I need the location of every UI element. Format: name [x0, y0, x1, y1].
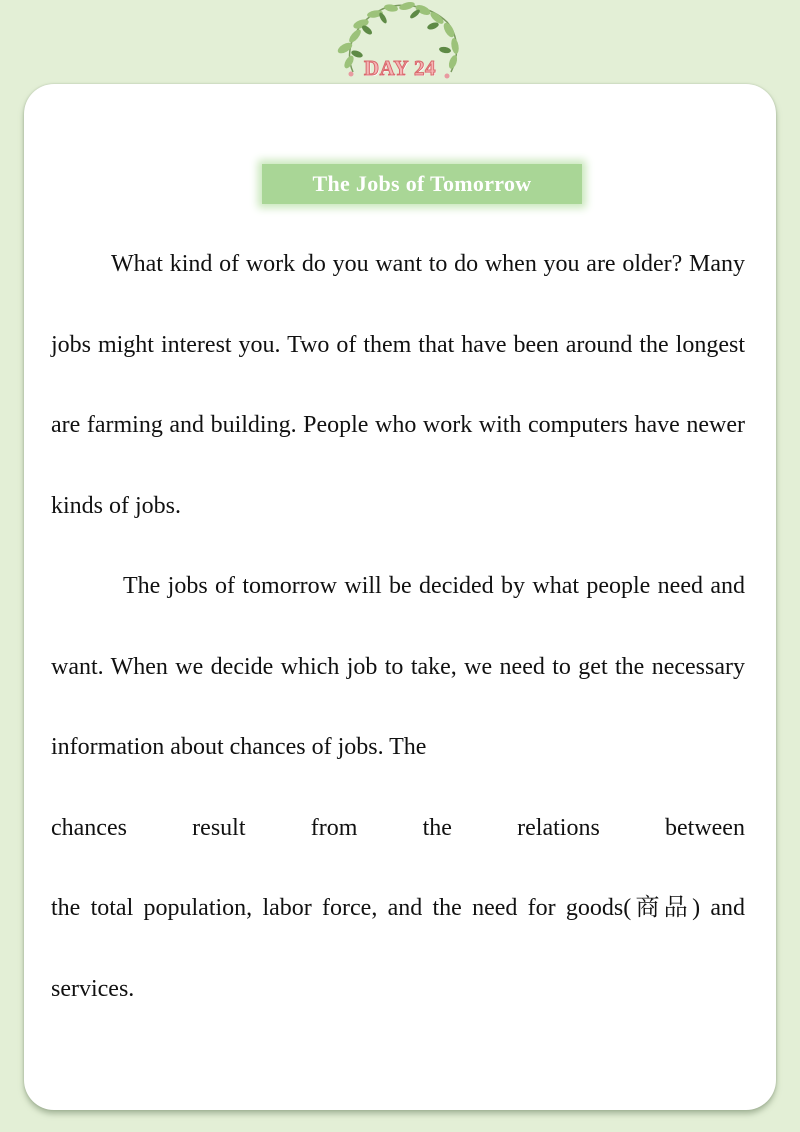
- paragraph-2-part-1: The jobs of tomorrow will be decided by what people need and want. When we decide which job to take, we need to get the necessary information about chances of jobs. The: [51, 573, 745, 760]
- page-title: The Jobs of Tomorrow: [312, 171, 532, 196]
- paragraph-2-part-2: the total population, labor force, and the need for goods(商品) and services.: [51, 895, 745, 1002]
- day-label: DAY 24: [363, 56, 437, 80]
- paragraph-2: [51, 546, 745, 788]
- article-body: [51, 224, 745, 1029]
- word: from: [310, 814, 358, 841]
- content-card: [24, 84, 776, 1110]
- word: result: [192, 814, 246, 841]
- wreath-decoration: [335, 0, 465, 86]
- word: the: [422, 814, 452, 841]
- title-banner: [262, 164, 582, 204]
- word: between: [665, 814, 745, 841]
- paragraph-2-wide-line: [51, 788, 745, 869]
- word: chances: [51, 814, 127, 841]
- paragraph-1: What kind of work do you want to do when you are older? Many jobs might interest you. Two of them that have been around the longest are farming and building. People who work with computers have newer kinds of jobs.: [51, 251, 745, 519]
- word: relations: [517, 814, 600, 841]
